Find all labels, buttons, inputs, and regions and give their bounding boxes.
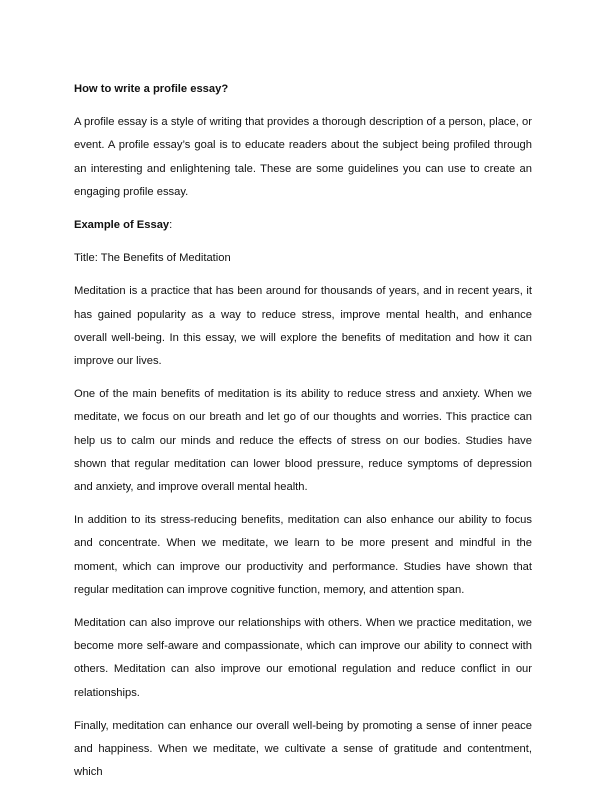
document-body <box>74 78 532 794</box>
essay-paragraph-2: One of the main benefits of meditation is its ability to reduce stress and anxiety. When we meditate, we focus on our breath and let go of our thoughts and worries. This practice can help us to calm our minds and reduce the effects of stress on our bodies. Studies have shown that regular meditation can lower blood pressure, reduce symptoms of depression and anxiety, and improve overall mental health. <box>74 388 532 494</box>
example-label-text: Example of Essay <box>74 219 170 232</box>
intro-paragraph: A profile essay is a style of writing that provides a thorough description of a person, place, or event. A profile essay’s goal is to educate readers about the subject being profiled through an interesting and enlightening tale. These are some guidelines you can use to create an engaging profile essay. <box>74 116 532 198</box>
essay-paragraph-4: Meditation can also improve our relationships with others. When we practice meditation, we become more self-aware and compassionate, which can improve our ability to connect with others. Meditation can also improve our emotional regulation and reduce conflict in our relationships. <box>74 617 532 699</box>
essay-paragraph-1: Meditation is a practice that has been around for thousands of years, and in recent years, it has gained popularity as a way to reduce stress, improve mental health, and enhance overall well-being. In this essay, we will explore the benefits of meditation and how it can improve our lives. <box>74 285 532 368</box>
essay-paragraph-5: Finally, meditation can enhance our overall well-being by promoting a sense of inner peace and happiness. When we meditate, we cultivate a sense of gratitude and contentment, which <box>74 719 532 779</box>
example-label <box>74 214 532 237</box>
essay-paragraph-3: In addition to its stress-reducing benefits, meditation can also enhance our ability to focus and concentrate. When we meditate, we learn to be more present and mindful in the moment, which can improve our productivity and performance. Studies have shown that regular meditation can improve cognitive function, memory, and attention span. <box>74 514 532 596</box>
essay-title: Title: The Benefits of Meditation <box>74 252 231 265</box>
example-label-colon: : <box>169 219 173 232</box>
document-heading: How to write a profile essay? <box>74 83 229 95</box>
